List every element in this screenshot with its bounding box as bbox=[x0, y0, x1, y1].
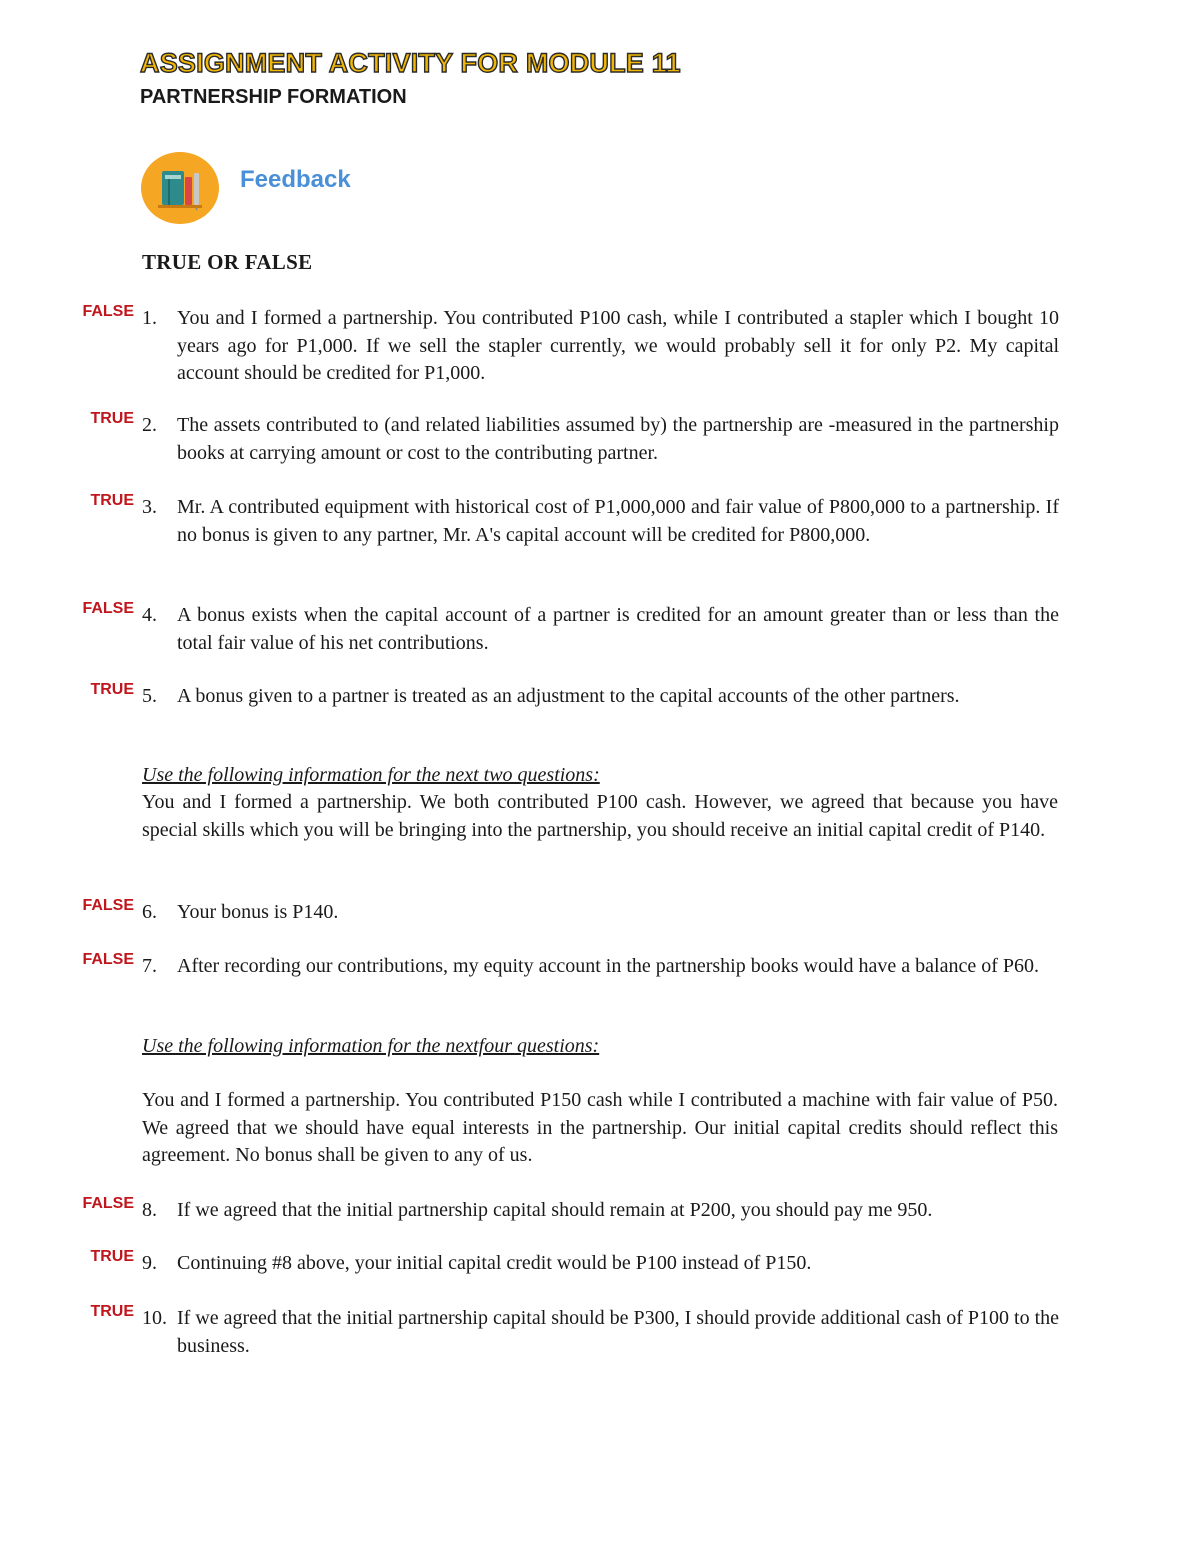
question-text: Your bonus is P140. bbox=[177, 901, 339, 923]
question-number: 9. bbox=[142, 1252, 157, 1274]
answer-label: TRUE bbox=[90, 1303, 134, 1320]
question-number: 4. bbox=[142, 604, 157, 626]
question-text: If we agreed that the initial partnership capital should remain at P200, you should pay me 950. bbox=[177, 1199, 933, 1221]
info-intro: Use the following information for the nextfour questions: bbox=[142, 1035, 600, 1057]
question-number: 10. bbox=[142, 1307, 167, 1329]
info-intro: Use the following information for the next two questions: bbox=[142, 764, 600, 786]
section-title: TRUE OR FALSE bbox=[142, 250, 313, 274]
question-text: If we agreed that the initial partnership capital should be P300, I should provide additional cash of P100 to the business. bbox=[177, 1307, 1060, 1357]
books-icon bbox=[140, 151, 220, 225]
info-body: You and I formed a partnership. You contributed P150 cash while I contributed a machine with fair value of P50. We agreed that we should have equal interests in the partnership. Our initial capital credits should reflect this agreement. No bonus shall be given to any of us. bbox=[142, 1089, 1058, 1166]
feedback-label: Feedback bbox=[240, 166, 351, 193]
answer-label: FALSE bbox=[82, 1195, 134, 1212]
answer-label: FALSE bbox=[82, 303, 134, 320]
info-body: You and I formed a partnership. We both contributed P100 cash. However, we agreed that because you have special skills which you will be bringing into the partnership, you should receive an initial capital credit of P140. bbox=[142, 791, 1058, 841]
assignment-title: ASSIGNMENT ACTIVITY FOR MODULE 11 bbox=[140, 48, 681, 78]
question-text: Continuing #8 above, your initial capital credit would be P100 instead of P150. bbox=[177, 1252, 812, 1274]
question-text: A bonus exists when the capital account of a partner is credited for an amount greater than or less than the total fair value of his net contributions. bbox=[177, 604, 1059, 654]
question-number: 8. bbox=[142, 1199, 157, 1221]
assignment-subtitle: PARTNERSHIP FORMATION bbox=[140, 86, 407, 108]
question-text: After recording our contributions, my equity account in the partnership books would have a balance of P60. bbox=[177, 955, 1039, 977]
answer-label: FALSE bbox=[82, 600, 134, 617]
question-number: 6. bbox=[142, 901, 157, 923]
answer-label: TRUE bbox=[90, 410, 134, 427]
question-number: 2. bbox=[142, 414, 157, 436]
answer-label: TRUE bbox=[90, 492, 134, 509]
question-text: The assets contributed to (and related liabilities assumed by) the partnership are -measured in the partnership books at carrying amount or cost to the contributing partner. bbox=[177, 414, 1059, 464]
answer-label: TRUE bbox=[90, 681, 134, 698]
answer-label: FALSE bbox=[82, 951, 134, 968]
answer-label: FALSE bbox=[82, 897, 134, 914]
question-number: 1. bbox=[142, 307, 157, 329]
question-text: Mr. A contributed equipment with historical cost of P1,000,000 and fair value of P800,000 to a partnership. If no bonus is given to any partner, Mr. A's capital account will be credited for P800,000. bbox=[177, 496, 1059, 546]
question-text: A bonus given to a partner is treated as an adjustment to the capital accounts of the other partners. bbox=[177, 685, 960, 707]
question-number: 3. bbox=[142, 496, 157, 518]
answer-label: TRUE bbox=[90, 1248, 134, 1265]
question-text: You and I formed a partnership. You contributed P100 cash, while I contributed a stapler which I bought 10 years ago for P1,000. If we sell the stapler currently, we would probably sell it for only P2. My capital account should be credited for P1,000. bbox=[177, 307, 1059, 384]
question-number: 7. bbox=[142, 955, 157, 977]
question-number: 5. bbox=[142, 685, 157, 707]
